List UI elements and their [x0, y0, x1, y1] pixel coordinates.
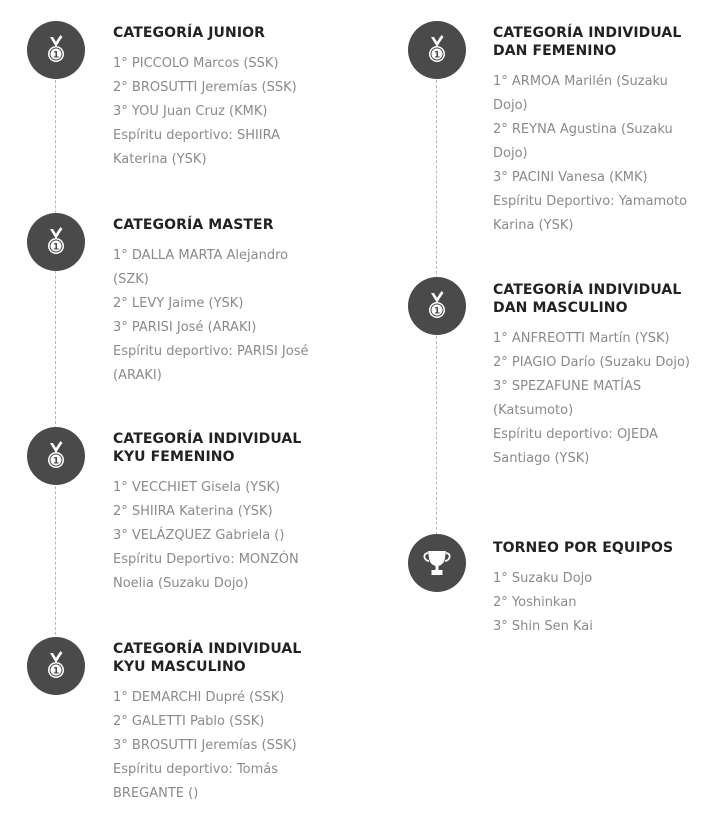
category-title: CATEGORÍA JUNIOR: [113, 25, 266, 41]
result-line: 1° DALLA MARTA Alejandro (SZK): [113, 248, 289, 287]
result-line: 2° BROSUTTI Jeremías (SSK): [113, 80, 297, 95]
svg-text:1: 1: [52, 456, 60, 467]
category-title: TORNEO POR EQUIPOS: [493, 540, 674, 556]
result-line: 2° Yoshinkan: [493, 595, 577, 610]
result-line: 1° Suzaku Dojo: [493, 571, 593, 586]
medal-icon: [27, 427, 85, 485]
result-line: 1° DEMARCHI Dupré (SSK): [113, 690, 285, 705]
trophy-badge: [408, 534, 466, 592]
result-line: 3° SPEZAFUNE MATÍAS (Katsumoto): [493, 379, 642, 418]
svg-text:1: 1: [52, 242, 60, 253]
medal-badge: [27, 427, 85, 485]
category-title: CATEGORÍA MASTER: [113, 217, 274, 233]
result-line: 3° BROSUTTI Jeremías (SSK): [113, 738, 297, 753]
category-title: CATEGORÍA INDIVIDUAL KYU FEMENINO: [113, 431, 302, 465]
result-line: 3° PARISI José (ARAKI): [113, 320, 257, 335]
result-line: 3° YOU Juan Cruz (KMK): [113, 104, 268, 119]
result-line: 1° ARMOA Marilén (Suzaku Dojo): [493, 74, 668, 113]
result-line: Espíritu deportivo: PARISI José (ARAKI): [113, 344, 309, 383]
medal-icon: [27, 213, 85, 271]
result-line: 3° Shin Sen Kai: [493, 619, 593, 634]
medal-icon: [27, 21, 85, 79]
result-line: Espíritu deportivo: OJEDA Santiago (YSK): [493, 427, 658, 466]
svg-text:1: 1: [433, 306, 441, 317]
category-title: CATEGORÍA INDIVIDUAL DAN FEMENINO: [493, 25, 682, 59]
medal-icon: [408, 277, 466, 335]
trophy-icon: [408, 534, 466, 592]
result-line: Espíritu deportivo: Tomás BREGANTE (): [113, 762, 279, 801]
result-line: 1° ANFREOTTI Martín (YSK): [493, 331, 670, 346]
result-line: 2° SHIIRA Katerina (YSK): [113, 504, 273, 519]
result-line: 1° VECCHIET Gisela (YSK): [113, 480, 281, 495]
result-line: 2° REYNA Agustina (Suzaku Dojo): [493, 122, 673, 161]
medal-badge: [27, 213, 85, 271]
svg-text:1: 1: [433, 50, 441, 61]
result-line: Espíritu Deportivo: Yamamoto Karina (YSK): [493, 194, 688, 233]
result-line: Espíritu deportivo: SHIIRA Katerina (YSK): [113, 128, 281, 167]
svg-text:1: 1: [52, 666, 60, 677]
medal-badge: [27, 637, 85, 695]
result-line: 2° LEVY Jaime (YSK): [113, 296, 244, 311]
medal-badge: [408, 21, 466, 79]
medal-icon: [27, 637, 85, 695]
medal-badge: [408, 277, 466, 335]
result-line: 3° VELÁZQUEZ Gabriela (): [113, 528, 285, 543]
timeline-connector-left: [55, 50, 56, 680]
result-line: Espíritu Deportivo: MONZÓN Noelia (Suzaku Dojo): [113, 552, 299, 591]
medal-icon: [408, 21, 466, 79]
category-title: CATEGORÍA INDIVIDUAL KYU MASCULINO: [113, 641, 302, 675]
result-line: 2° GALETTI Pablo (SSK): [113, 714, 265, 729]
result-line: 3° PACINI Vanesa (KMK): [493, 170, 648, 185]
category-title: CATEGORÍA INDIVIDUAL DAN MASCULINO: [493, 282, 682, 316]
svg-text:1: 1: [52, 50, 60, 61]
medal-badge: [27, 21, 85, 79]
result-line: 2° PIAGIO Darío (Suzaku Dojo): [493, 355, 690, 370]
result-line: 1° PICCOLO Marcos (SSK): [113, 56, 279, 71]
